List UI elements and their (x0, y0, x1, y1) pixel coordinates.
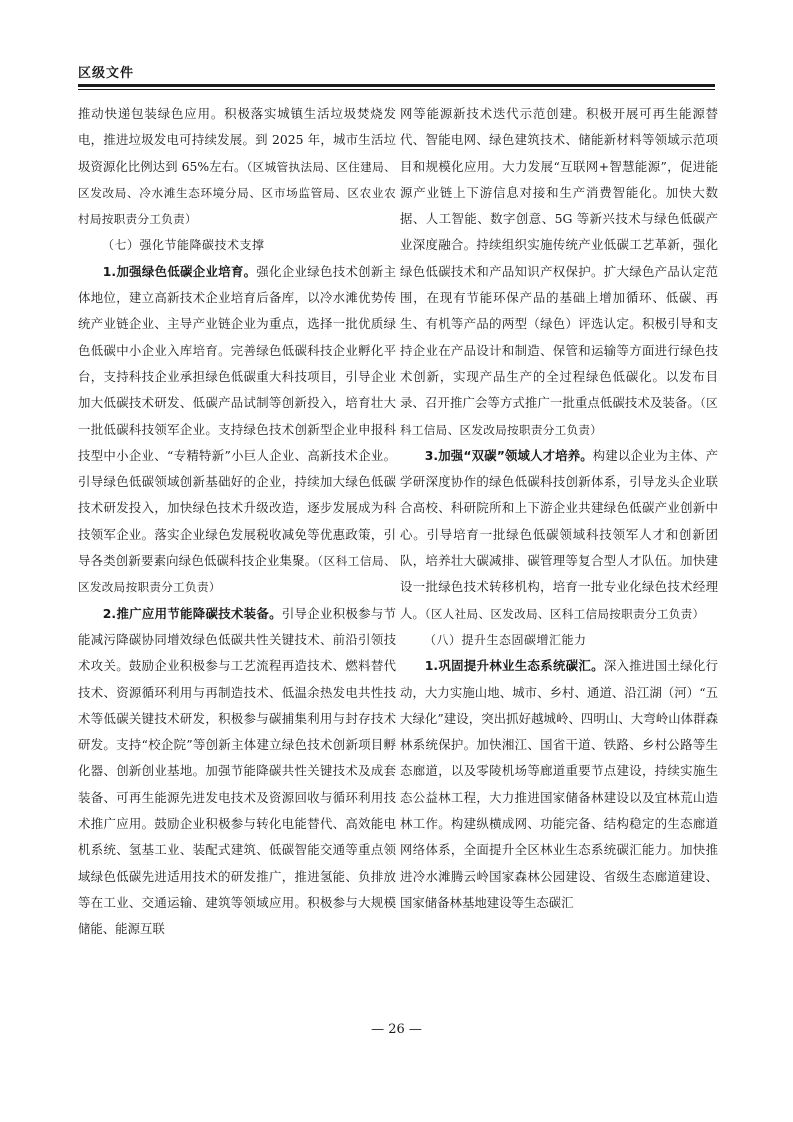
section-heading-8: （八）提升生态固碳增汇能力 (424, 632, 587, 647)
right-column (400, 101, 718, 916)
responsibility-note: （区科工信局、区发改局按职责分工负责） (400, 396, 718, 437)
item-title: 1.加强绿色低碳企业培育。 (102, 263, 257, 279)
header-divider-thin (78, 89, 715, 90)
paragraph-body: 推动快递包装绿色应用。积极落实城镇生活垃圾焚烧发电，推进垃圾发电可持续发展。到 2025 年，城市生活垃圾资源化比例达到 65%左右。 (78, 106, 396, 174)
document-header-title: 区级文件 (78, 66, 135, 81)
page-number: — 26 — (371, 1022, 422, 1037)
header-divider-thick (78, 84, 715, 87)
section-heading-7: （七）强化节能降碳技术支撑 (102, 238, 265, 253)
paragraph-body: 构建以企业为主体、产学研深度协作的绿色低碳科技创新体系，引导龙头企业联合高校、科研院所和上下游企业共建绿色低碳产业创新中心。引导培育一批绿色低碳领域科技领军人才和创新团队，培养壮大碳减排、碳管理等复合型人才队伍。加快建设一批绿色技术转移机构，培育一批专业化绿色技术经理人。 (400, 447, 718, 621)
paragraph-item-forest-carbon (400, 653, 718, 916)
responsibility-note: （区科工信局、区发改局按职责分工负责） (78, 554, 396, 595)
paragraph-item-1 (78, 259, 396, 601)
item-title: 2.推广应用节能降碳技术装备。 (102, 605, 282, 621)
paragraph-body: 强化企业绿色技术创新主体地位，建立高新技术企业培育后备库，以冷水滩优势传统产业链企业、主导产业链企业为重点，选择一批优质绿色低碳中小企业入库培育。完善绿色低碳科技企业孵化平台，支持科技企业承担绿色低碳重大科技项目，引导企业加大低碳技术研发、低碳产品试制等创新投入，培育壮大一批低碳科技领军企业。支持绿色技术创新型企业申报科技型中小企业、“专精特新”小巨人企业、高新技术企业。引导绿色低碳领域创新基础好的企业，持续加大绿色低碳技术研发投入，加快绿色技术升级改造，逐步发展成为科技领军企业。落实企业绿色发展税收减免等优惠政策，引导各类创新要素向绿色低碳科技企业集聚。 (78, 263, 396, 569)
paragraph-body: 引导企业积极参与节能减污降碳协同增效绿色低碳共性关键技术、前沿引领技术攻关。鼓励企业积极参与工艺流程再造技术、燃料替代技术、资源循环利用与再制造技术、低温余热发电共性技术等低碳关键技术研发，积极参与碳捕集利用与封存技术研发。支持“校企院”等创新主体建立绿色技术创新项目孵化器、创新创业基地。加强节能降碳共性关键技术及成套装备、可再生能源先进发电技术及资源回收与循环利用技术推广应用。鼓励企业积极参与转化电能替代、高效能电机系统、氢基工业、装配式建筑、低碳智能交通等重点领域绿色低碳先进适用技术的研发推广，推进氢能、负排放等在工业、交通运输、建筑等领域应用。积极参与大规模储能、能源互联 (78, 605, 396, 937)
paragraph-waste-utilization (78, 101, 396, 232)
paragraph-item-2-continued (400, 101, 718, 443)
paragraph-body: 网等能源新技术迭代示范创建。积极开展可再生能源替代、智能电网、绿色建筑技术、储能新材料等领域示范项目和规模化应用。大力发展“互联网+智慧能源”，促进能源产业链上下游信息对接和生产消费智能化。加快大数据、人工智能、数字创意、5G 等新兴技术与绿色低碳产业深度融合。持续组织实施传统产业低碳工艺革新，强化绿色低碳技术和产品知识产权保护。扩大绿色产品认定范围，在现有节能环保产品的基础上增加循环、低碳、再生、有机等产品的两型（绿色）评选认定。积极引导和支持企业在产品设计和制造、保管和运输等方面进行绿色技术创新，实现产品生产的全过程绿色低碳化。以发布目录、召开推广会等方式推广一批重点低碳技术及装备。 (400, 106, 718, 411)
left-column (78, 101, 396, 943)
paragraph-item-3 (400, 443, 718, 627)
responsibility-note: （区城管执法局、区住建局、区发改局、冷水滩生态环境分局、区市场监管局、区农业农村局按职责分工负责） (78, 159, 396, 227)
paragraph-item-2 (78, 601, 396, 943)
item-title: 1.巩固提升林业生态系统碳汇。 (424, 658, 604, 674)
paragraph-body: 深入推进国土绿化行动，大力实施山地、城市、乡村、通道、沿江湖（河）“五大绿化”建设，突出抓好越城岭、四明山、大弯岭山体群森林系统保护。加快湘江、国省干道、铁路、乡村公路等生态廊道，以及零陵机场等廊道重要节点建设，持续实施生态公益林工程，大力推进国家储备林建设以及宜林荒山造林工作。构建纵横成网、功能完备、结构稳定的生态廊道网络体系，全面提升全区林业生态系统碳汇能力。加快推进冷水滩腾云岭国家森林公园建设、省级生态廊道建设、国家储备林基地建设等生态碳汇 (400, 658, 718, 910)
responsibility-note: （区人社局、区发改局、区科工信局按职责分工负责） (424, 606, 705, 621)
item-title: 3.加强“双碳”领域人才培养。 (424, 447, 593, 463)
